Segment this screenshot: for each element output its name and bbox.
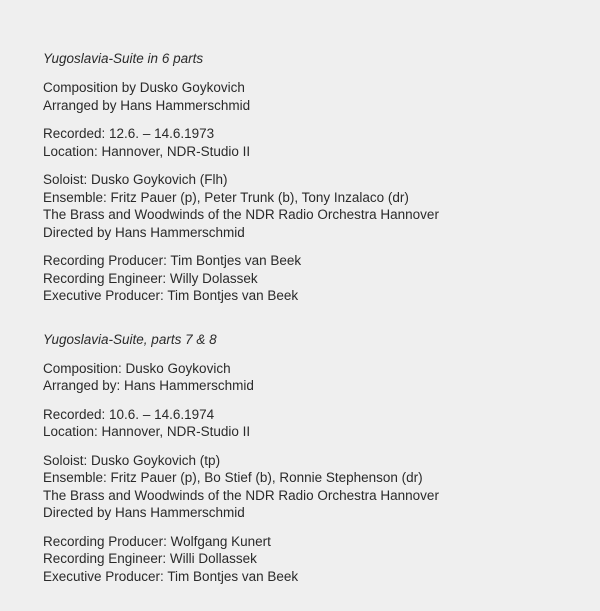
credits-personnel xyxy=(43,452,583,522)
credit-line: Recorded: 12.6. – 14.6.1973 xyxy=(43,126,215,141)
liner-notes-page xyxy=(43,50,583,611)
credit-line: Recording Producer: Tim Bontjes van Beek xyxy=(43,253,302,268)
section-title: Yugoslavia-Suite in 6 parts xyxy=(43,51,204,66)
credit-line: The Brass and Woodwinds of the NDR Radio Orchestra Hannover xyxy=(43,487,439,503)
credit-line: Executive Producer: Tim Bontjes van Beek xyxy=(43,288,299,303)
credit-line: Ensemble: Fritz Pauer (p), Bo Stief (b), Ronnie Stephenson (dr) xyxy=(43,470,423,485)
credit-line: Location: Hannover, NDR-Studio II xyxy=(43,143,251,159)
credit-line: Directed by Hans Hammerschmid xyxy=(43,224,245,240)
credit-line: Soloist: Dusko Goykovich (tp) xyxy=(43,452,221,468)
credit-line: Arranged by Hans Hammerschmid xyxy=(43,97,251,113)
credit-line: The Brass and Woodwinds of the NDR Radio Orchestra Hannover xyxy=(43,207,439,222)
section-suite-parts-7-8 xyxy=(43,331,583,586)
credit-line: Recording Engineer: Willi Dollassek xyxy=(43,551,257,566)
credit-line: Recording Producer: Wolfgang Kunert xyxy=(43,533,271,549)
credits-composition xyxy=(43,360,583,395)
credits-composition xyxy=(43,79,583,114)
credits-recording xyxy=(43,406,583,441)
credits-recording xyxy=(43,125,583,160)
credit-line: Directed by Hans Hammerschmid xyxy=(43,505,245,520)
credits-production xyxy=(43,533,583,586)
credit-line: Ensemble: Fritz Pauer (p), Peter Trunk (b), Tony Inzalaco (dr) xyxy=(43,189,409,205)
section-title: Yugoslavia-Suite, parts 7 & 8 xyxy=(43,331,217,347)
credit-line: Arranged by: Hans Hammerschmid xyxy=(43,378,254,393)
credit-line: Recorded: 10.6. – 14.6.1974 xyxy=(43,406,215,422)
credits-production xyxy=(43,252,583,305)
credit-line: Composition: Dusko Goykovich xyxy=(43,360,231,376)
credit-line: Executive Producer: Tim Bontjes van Beek xyxy=(43,568,299,584)
credit-line: Composition by Dusko Goykovich xyxy=(43,80,245,95)
credits-personnel xyxy=(43,171,583,241)
credit-line: Recording Engineer: Willy Dolassek xyxy=(43,270,258,286)
section-suite-parts-1-6 xyxy=(43,50,583,305)
credit-line: Location: Hannover, NDR-Studio II xyxy=(43,424,251,439)
credit-line: Soloist: Dusko Goykovich (Flh) xyxy=(43,172,228,187)
